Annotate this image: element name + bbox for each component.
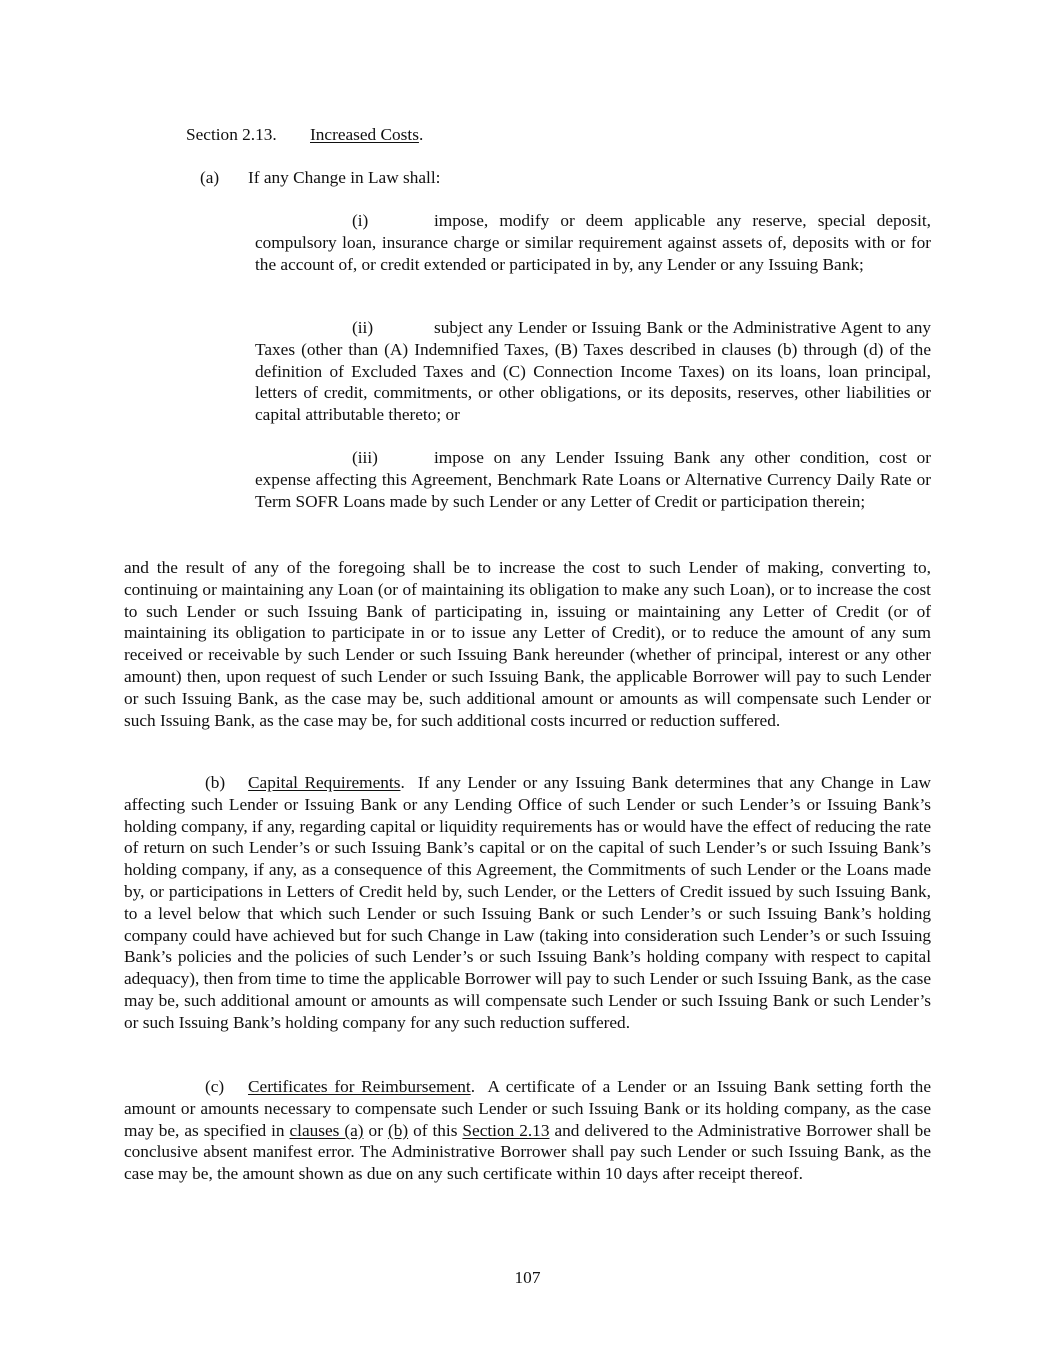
section-heading: [186, 124, 886, 146]
clause-b-reference: (b): [387, 1120, 409, 1140]
paragraph-b: [124, 772, 931, 1034]
subclause-ii-text: subject any Lender or Issuing Bank or the Administrative Agent to any Taxes (other than (A) Indemnified Taxes, (B) Taxes described in clauses (b) through (d) of the definition of Excluded Taxes and (C) Connection Income Taxes) on its loans, loan principal, letters of credit, commitments, or other obligations, or its deposits, reserves, other liabilities or capital attributable thereto; or: [255, 318, 931, 425]
page-number: 107: [514, 1268, 541, 1287]
paragraph-c-heading: Certificates for Reimbursement: [248, 1077, 471, 1096]
section-title: Increased Costs: [310, 125, 419, 144]
subclause-i-text: impose, modify or deem applicable any reserve, special deposit, compulsory loan, insurance charge or similar requirement against assets of, deposits with or for the account of, or credit extended or participated in by, any Lender or any Issuing Bank;: [255, 211, 931, 274]
result-paragraph: and the result of any of the foregoing shall be to increase the cost to such Lender of making, converting to, continuing or maintaining any Loan (or of maintaining its obligation to make any such Loan), or to increase the cost to such Lender or such Issuing Bank of participating in, issuing or maintaining any Letter of Credit (or of maintaining its obligation to participate in or to issue any Letter of Credit), or to reduce the amount of any sum received or receivable by such Lender or such Issuing Bank hereunder (whether of principal, interest or any other amount) then, upon request of such Lender or such Issuing Bank, the applicable Borrower will pay to such Lender or such Issuing Bank, as the case may be, such additional amount or amounts as will compensate such Lender or such Issuing Bank, as the case may be, for such additional costs incurred or reduction suffered.: [124, 558, 931, 730]
paragraph-c-text-3: of this: [413, 1120, 458, 1140]
section-reference: Section 2.13: [462, 1120, 550, 1140]
paragraph-a-label: (a): [200, 168, 220, 187]
paragraph-a-lead-text: If any Change in Law shall:: [248, 168, 441, 187]
clause-a-reference: clauses (a): [289, 1120, 364, 1140]
section-number: Section 2.13.: [186, 125, 277, 144]
paragraph-b-heading-period: .: [400, 773, 405, 792]
subclause-i: [255, 210, 931, 275]
subclause-i-label: (i): [352, 211, 369, 230]
paragraph-b-label: (b): [205, 773, 226, 792]
paragraph-c-label: (c): [205, 1077, 225, 1096]
paragraph-c: [124, 1076, 931, 1185]
paragraph-c-text-4: and delivered to the Administrative Borrower shall be conclusive absent manifest error. The Administrative Borrower shall pay such Lender or such Issuing Bank, as the case may be, the amount shown as due on any such certificate within 10 days after receipt thereof.: [124, 1120, 931, 1184]
subclause-iii: [255, 447, 931, 512]
subclause-iii-label: (iii): [352, 448, 378, 467]
paragraph-c-heading-period: .: [470, 1077, 476, 1096]
subclause-ii-label: (ii): [352, 318, 374, 337]
paragraph-b-text: If any Lender or any Issuing Bank determines that any Change in Law affecting such Lender or Issuing Bank or any Lending Office of such Lender or such Lender’s or Issuing Bank’s holding company, if any, regarding capital or liquidity requirements has or would have the effect of reducing the rate of return on such Lender’s or such Issuing Bank’s capital or on the capital of such Lender’s or such Issuing Bank’s holding company, if any, as a consequence of this Agreement, the Commitments of such Lender or the Loans made by, or participations in Letters of Credit held by, such Lender, or the Letters of Credit issued by such Issuing Bank, to a level below that which such Lender or such Issuing Bank or such Lender’s or such Issuing Bank’s holding company could have achieved but for such Change in Law (taking into consideration such Lender’s or such Issuing Bank’s policies and the policies of such Lender’s or such Issuing Bank’s holding company with respect to capital adequacy), then from time to time the applicable Borrower will pay to such Lender or such Issuing Bank, as the case may be, such additional amount or amounts as will compensate such Lender or such Issuing Bank or such Lender’s or such Issuing Bank’s holding company for any such reduction suffered.: [124, 773, 932, 1032]
paragraph-c-text-2: or: [368, 1120, 383, 1140]
subclause-ii: [255, 317, 931, 426]
paragraph-b-heading: Capital Requirements: [248, 773, 401, 792]
paragraph-a-lead: [200, 167, 440, 189]
section-title-period: .: [418, 125, 424, 144]
paragraph-c-text-1: A certificate of a Lender or an Issuing Bank setting forth the amount or amounts necessary to compensate such Lender or such Issuing Bank or its holding company, as the case may be, as specified in: [124, 1077, 931, 1140]
subclause-iii-text: impose on any Lender Issuing Bank any other condition, cost or expense affecting this Agreement, Benchmark Rate Loans or Alternative Currency Daily Rate or Term SOFR Loans made by such Lender or any Letter of Credit or participation therein;: [255, 448, 931, 511]
